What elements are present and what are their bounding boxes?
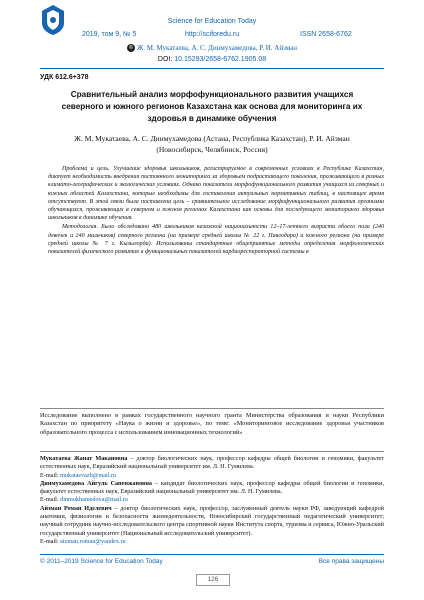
email-label: E-mail: — [40, 496, 59, 504]
author-name: Мукатаева Жанат Макановна — [40, 455, 128, 462]
author-name: Айзман Роман Иделевич — [40, 504, 112, 512]
funding-divider — [40, 408, 384, 409]
author-info-item — [40, 455, 384, 472]
doi-link[interactable]: 10.15293/2658-6762.1905.08 — [174, 56, 267, 63]
journal-title: Science for Education Today — [167, 18, 257, 25]
abstract — [48, 165, 384, 257]
doi-line — [0, 56, 424, 63]
issn-label: ISSN 2658-6762 — [300, 31, 352, 38]
page-number: 126 — [196, 574, 230, 586]
udk-code: УДК 612.6+378 — [40, 74, 89, 81]
citation-text: Ж. М. Мукатаева, А. С. Динмухамедова, Р. И. Айзман — [137, 44, 297, 52]
author-info-item — [40, 480, 384, 497]
author-name: Динмухамедова Айгуль Сапенжановна — [40, 479, 153, 487]
author-email-line — [40, 496, 384, 504]
doi-label: DOI: — [157, 56, 173, 63]
author-email-line — [40, 472, 384, 480]
site-link[interactable]: http://sciforedu.ru — [185, 31, 240, 38]
author-description: – доктор биологических наук, профессор кафедры общей биологии и геномики, факультет естественных наук, Евразийский национальный университет им. Л. Н. Гумилева. — [40, 455, 384, 471]
issue-label: 2019, том 9, № 5 — [82, 31, 137, 38]
author-description: – кандидат биологических наук, профессор кафедры общей биологии и геномики, факультет естественных наук, Евразийский национальный университет им. Л. Н. Гумилева. — [40, 479, 384, 496]
abstract-paragraph-2: Методология. Было обследовано 480 школьников казахской национальности 12–17-летнего возраста обоего пола (240 девочек и 240 мальчиков) северного региона (на примере средней школы № 22 г. Павлодара) и южного региона (на примере средней школы № 7 г. Кызылорда). Использованы стандартные общепринятые методы определения морфологических показателей физического развития и функциональных показателей кардиореспираторной системы в — [48, 224, 384, 256]
footer-rights: Все права защищены — [318, 558, 384, 565]
author-email-link[interactable]: dinmukhamedova@mail.ru — [60, 496, 128, 504]
funding-note: Исследование выполнено в рамках государственного научного гранта Министерства образования и науки Республики Казахстан по приоритету «Наука о жизни и здоровье», по теме: «Мониторинговое исследование здоровья участников образовательного процесса с использованием инновационных технологий» — [40, 412, 384, 436]
copyright-icon: © — [127, 44, 135, 52]
article-authors: Ж. М. Мукатаева, А. С. Динмухамедова (Астана, Республика Казахстан), Р. И. Айзман (Новосибирск, Челябинск, Россия) — [74, 134, 350, 154]
footer-copyright: © 2011–2019 Science for Education Today — [40, 558, 163, 565]
email-label: E-mail: — [40, 537, 59, 545]
header-divider — [40, 68, 384, 69]
page-footer — [40, 554, 384, 565]
citation-line — [0, 44, 424, 52]
abstract-paragraph-1: Проблема и цель. Улучшение здоровья школьников, регистрируемое в современных условиях в Республике Казахстан, диктует необходимость внедрения постоянного мониторинга за здоровьем подрастающего поколения, проживающего в разных климато-географических и экологических условиях. Однако показатели морфофункционального развития учащихся из северных и южных областей Казахстана, которые необходимы для составления актуальных нормативных таблиц, в настоящее время отсутствуют. В этой связи была поставлена цель – сравнительное исследование морфофункционального развития организма обучающихся, проживающих в северном и южном регионах Казахстана как основы для последующего мониторинга здоровья школьников в динамике обучения. — [48, 166, 384, 222]
article-title: Сравнительный анализ морфофункционального развития учащихся северного и южного регионов Казахстана как основа для мониторинга их здоровья в динамике обучения — [61, 90, 363, 123]
email-label: E-mail: — [40, 471, 59, 479]
author-email-link[interactable]: mukataevazh@mail.ru — [60, 471, 117, 479]
author-info-divider — [40, 451, 384, 452]
author-email-link[interactable]: aizman.roman@yandex.ru — [60, 537, 126, 545]
footer-divider — [40, 554, 384, 555]
author-email-line — [40, 538, 384, 546]
author-description: – доктор биологических наук, профессор, заслуженный деятель науки РФ, заведующий кафедрой анатомии, физиологии и безопасности жизнедеятельности, Новосибирский государственный педагогический университет; научный сотрудник научно-исследовательского центра спортивной науки Института спорта, туризма и сервиса, Южно-Уральский государственный университет (Национальный исследовательский университет). — [40, 504, 384, 537]
author-info-item — [40, 505, 384, 538]
author-info — [40, 455, 384, 546]
